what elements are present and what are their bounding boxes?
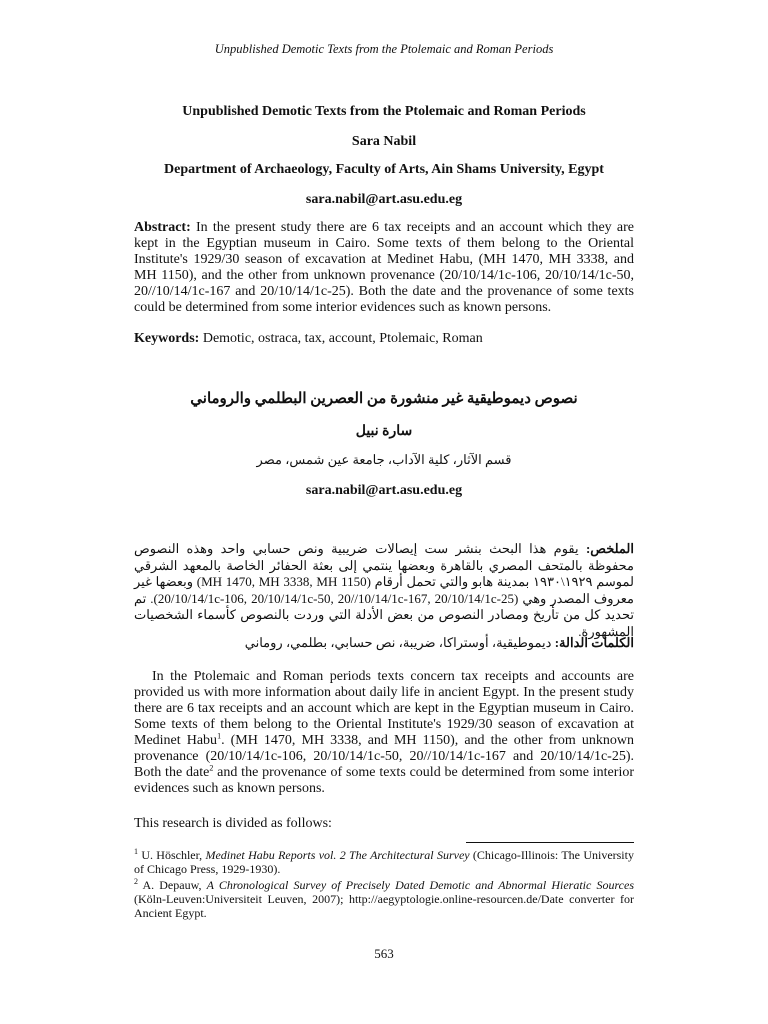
arabic-author-name: سارة نبيل [355,424,413,439]
footnote-ref-2[interactable]: 2 [209,763,214,773]
author-name: Sara Nabil [351,134,417,149]
footnote-ref-1[interactable]: 1 [217,731,222,741]
arabic-keywords-text: ديموطيقية، أوستراكا، ضريبة، نص حسابي، بطلمي، روماني [244,635,555,650]
paper-title: Unpublished Demotic Texts from the Ptolemaic and Roman Periods [182,104,586,119]
arabic-keywords [134,635,634,651]
page-number: 563 [374,946,394,961]
body-paragraph [134,669,634,797]
footnote-author: U. Höschler, [138,848,206,862]
arabic-abstract-label: الملخص: [585,541,634,556]
arabic-abstract-text: يقوم هذا البحث بنشر ست إيصالات ضريبية ونص حسابي واحد وهذه النصوص محفوظة بالمتحف المصري بالقاهرة وبعضها ينتمي إلى بعثة الحفائر الخاصة بالمعهد الشرقي لموسم ١٩٢٩\١٩٣٠ بمدينة هابو والتي تحمل أرقام (MH 1470, MH 3338, MH 1150) وبعضها غير معروف المصدر وهي (20/10/14/1c-106, 20/10/14/1c-50, 20//10/14/1c-167, 20/10/14/1c-25). تم تحديد كل من تأريخ ومصادر النصوص من بعض الأدلة التي وردت بالنصوص كأسماء الشخصيات المشهورة. [134,541,634,639]
footnote-work-title: Medinet Habu Reports vol. 2 The Architectural Survey [205,848,470,862]
body-text-part-3: and the provenance of some texts could be determined from some interior evidences such as known persons. [134,765,634,796]
abstract-label: Abstract: [134,220,191,235]
footnote-publication: (Köln-Leuven:Universiteit Leuven, 2007); http://aegyptologie.online-resourcen.de/Date converter for Ancient Egypt. [134,892,634,920]
footnote-2 [134,878,634,920]
footnote-number: 1 [134,847,138,856]
keywords [134,331,634,347]
arabic-title: نصوص ديموطيقية غير منشورة من العصرين البطلمي والروماني [190,391,578,407]
running-header: Unpublished Demotic Texts from the Ptolemaic and Roman Periods [214,42,554,56]
footnote-number: 2 [134,877,138,886]
author-email[interactable]: sara.nabil@art.asu.edu.eg [305,192,463,207]
footnote-work-title: A Chronological Survey of Precisely Dated Demotic and Abnormal Hieratic Sources [206,878,634,892]
keywords-text: Demotic, ostraca, tax, account, Ptolemaic, Roman [199,331,483,346]
arabic-section-email[interactable]: sara.nabil@art.asu.edu.eg [305,483,463,498]
footnote-divider [466,842,634,843]
keywords-label: Keywords: [134,331,200,346]
footnote-author: A. Depauw, [138,878,207,892]
body-text-part-1: In the Ptolemaic and Roman periods texts concern tax receipts and accounts are provided us with more information about daily life in ancient Egypt. In the present study there are 6 tax receipts and an account which are kept in the Egyptian museum in Cairo. Some texts of them belong to the Oriental Institute's 1929/30 season of excavation at Medinet Habu [134,669,634,748]
abstract-text: In the present study there are 6 tax receipts and an account which they are kept in the Egyptian museum in Cairo. Some texts of them belong to the Oriental Institute's 1929/30 season of excavation at Medinet Habu, (MH 1470, MH 3338, and MH 1150), and the other from unknown provenance (20/10/14/1c-106, 20/10/14/1c-50, 20//10/14/1c-167 and 20/10/14/1c-25). Both the date and the provenance of some texts could be determined from some interior evidences such as known persons. [134,220,634,315]
footnote-publication: (Chicago-Illinois: The University of Chicago Press, 1929-1930). [134,848,634,876]
abstract [134,220,634,316]
arabic-keywords-label: الكلمات الدالة: [554,635,634,650]
arabic-affiliation: قسم الآثار، كلية الآداب، جامعة عين شمس، مصر [256,452,512,467]
arabic-abstract [134,541,634,640]
footnote-1 [134,848,634,876]
research-outline-line: This research is divided as follows: [134,816,332,831]
author-affiliation: Department of Archaeology, Faculty of Arts, Ain Shams University, Egypt [164,162,604,177]
body-text-part-2: . (MH 1470, MH 3338, and MH 1150), and the other from unknown provenance (20/10/14/1c-106, 20/10/14/1c-50, 20//10/14/1c-167 and 20/10/14/1c-25). Both the date [134,733,635,780]
footnotes [134,848,634,922]
